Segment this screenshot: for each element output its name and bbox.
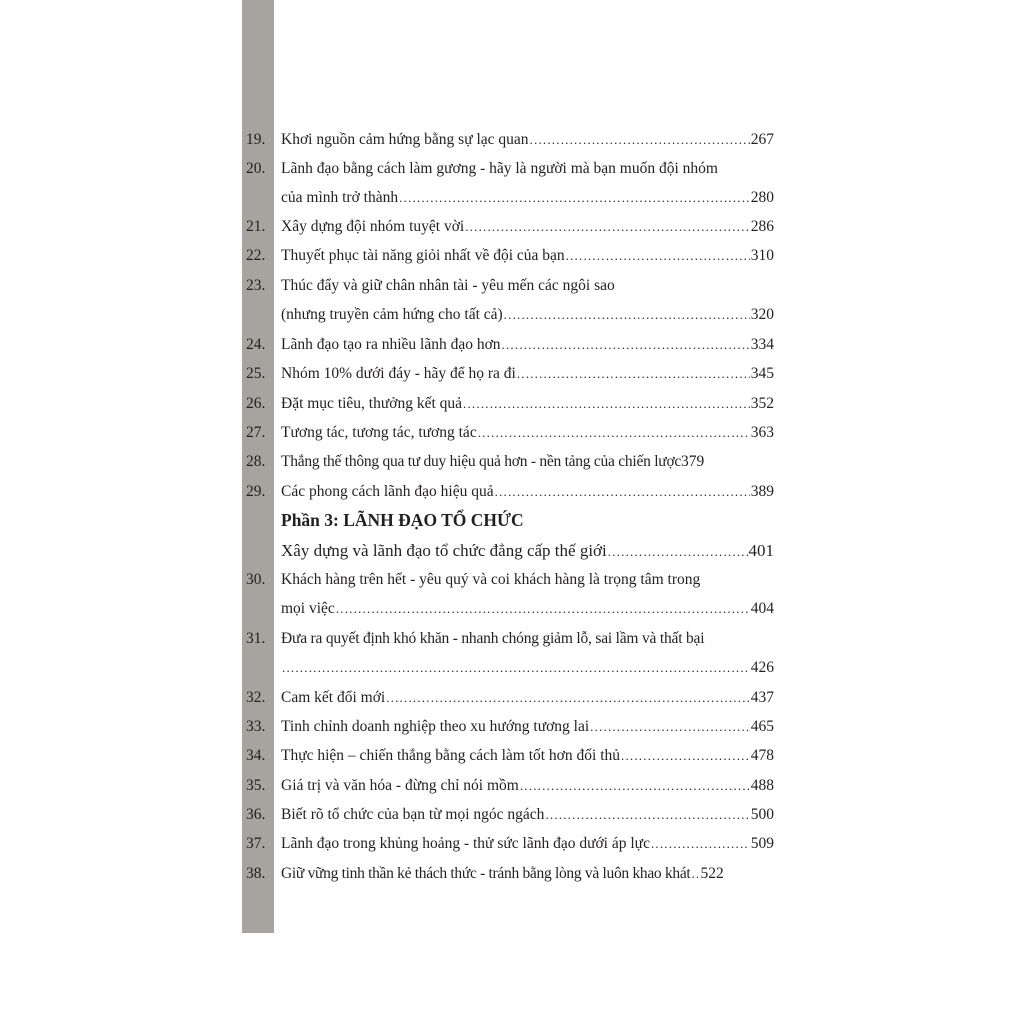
entry-title-continued: mọi việc — [281, 600, 335, 617]
toc-entry-38 — [246, 859, 774, 888]
entry-title: Đưa ra quyết định khó khăn - nhanh chóng giảm lỗ, sai lầm và thất bại — [281, 630, 705, 647]
dot-leader — [545, 800, 749, 829]
dot-leader — [463, 389, 750, 418]
dot-leader — [566, 241, 750, 270]
entry-title: Lãnh đạo bằng cách làm gương - hãy là người mà bạn muốn đội nhóm — [281, 160, 718, 177]
toc-entry-23 — [246, 271, 774, 300]
entry-title: Thực hiện – chiến thắng bằng cách làm tốt hơn đối thủ — [281, 747, 620, 764]
entry-number: 20. — [246, 160, 266, 177]
entry-page: 310 — [750, 247, 774, 264]
toc-entry-35 — [246, 771, 774, 800]
entry-page: 280 — [750, 189, 774, 206]
entry-page: 500 — [750, 806, 774, 823]
entry-page: 389 — [750, 483, 774, 500]
entry-page: 267 — [750, 131, 774, 148]
entry-title-continued: (nhưng truyền cảm hứng cho tất cả) — [281, 306, 503, 323]
toc-entry-26 — [246, 389, 774, 418]
entry-number: 24. — [246, 336, 266, 353]
dot-leader — [520, 771, 750, 800]
toc-entry-24 — [246, 330, 774, 359]
entry-number: 38. — [246, 865, 266, 882]
entry-number: 19. — [246, 131, 266, 148]
entry-title: Khách hàng trên hết - yêu quý và coi khách hàng là trọng tâm trong — [281, 571, 701, 588]
entry-page: 522 — [700, 865, 724, 882]
entry-title: Xây dựng đội nhóm tuyệt vời — [281, 218, 465, 235]
entry-page: 334 — [750, 336, 774, 353]
entry-title: Thuyết phục tài năng giỏi nhất về đội của bạn — [281, 247, 565, 264]
entry-number: 31. — [246, 630, 266, 647]
dot-leader — [504, 300, 750, 329]
entry-page: 426 — [750, 659, 774, 676]
toc-entry-31-continued — [246, 653, 774, 682]
dot-leader — [465, 212, 750, 241]
dot-leader — [651, 829, 750, 858]
entry-page: 401 — [748, 541, 774, 560]
entry-title: Đặt mục tiêu, thưởng kết quả — [281, 395, 463, 412]
entry-page: 345 — [750, 365, 774, 382]
part-subtitle-line — [246, 536, 774, 565]
entry-title: Nhóm 10% dưới đáy - hãy để họ ra đi — [281, 365, 516, 382]
toc-entry-22 — [246, 241, 774, 270]
toc-entry-31 — [246, 624, 774, 653]
entry-number: 37. — [246, 835, 266, 852]
entry-page: 478 — [750, 747, 774, 764]
entry-number: 35. — [246, 777, 266, 794]
entry-title-continued: của mình trở thành — [281, 189, 399, 206]
toc-entry-23-continued — [246, 300, 774, 329]
entry-title: Giữ vững tinh thần kẻ thách thức - tránh bằng lòng và luôn khao khát — [281, 865, 691, 882]
dot-leader — [495, 477, 750, 506]
entry-page: 363 — [750, 424, 774, 441]
entry-title: Biết rõ tổ chức của bạn từ mọi ngóc ngách — [281, 806, 545, 823]
toc-entry-34 — [246, 741, 774, 770]
entry-number: 33. — [246, 718, 266, 735]
entry-page: 320 — [750, 306, 774, 323]
toc-entry-36 — [246, 800, 774, 829]
entry-title: Giá trị và văn hóa - đừng chỉ nói mồm — [281, 777, 519, 794]
entry-number: 29. — [246, 483, 266, 500]
entry-number: 30. — [246, 571, 266, 588]
entry-page: 437 — [750, 689, 774, 706]
dot-leader — [399, 183, 750, 212]
entry-number: 36. — [246, 806, 266, 823]
entry-page: 379 — [681, 453, 705, 470]
toc-entry-19 — [246, 125, 774, 154]
entry-page: 509 — [750, 835, 774, 852]
entry-page: 488 — [750, 777, 774, 794]
toc-entry-20 — [246, 154, 774, 183]
part-subtitle: Xây dựng và lãnh đạo tổ chức đẳng cấp thế giới — [281, 541, 607, 560]
entry-number: 34. — [246, 747, 266, 764]
part-heading — [246, 506, 774, 535]
entry-title: Thắng thế thông qua tư duy hiệu quả hơn - nền tảng của chiến lược — [281, 453, 682, 470]
entry-title: Các phong cách lãnh đạo hiệu quả — [281, 483, 494, 500]
entry-title: Cam kết đổi mới — [281, 689, 386, 706]
entry-page: 404 — [750, 600, 774, 617]
dot-leader — [691, 859, 699, 888]
toc-entry-30-continued — [246, 594, 774, 623]
entry-number: 25. — [246, 365, 266, 382]
dot-leader — [282, 653, 750, 682]
entry-title: Tinh chỉnh doanh nghiệp theo xu hướng tương lai — [281, 718, 590, 735]
entry-number: 28. — [246, 453, 266, 470]
dot-leader — [478, 418, 750, 447]
toc-entry-37 — [246, 829, 774, 858]
toc-entry-32 — [246, 683, 774, 712]
entry-number: 32. — [246, 689, 266, 706]
toc-entry-28 — [246, 447, 774, 476]
dot-leader — [502, 330, 750, 359]
entry-page: 286 — [750, 218, 774, 235]
entry-number: 27. — [246, 424, 266, 441]
entry-title: Thúc đẩy và giữ chân nhân tài - yêu mến các ngôi sao — [281, 277, 615, 294]
entry-title: Lãnh đạo trong khủng hoảng - thử sức lãnh đạo dưới áp lực — [281, 835, 650, 852]
entry-title: Tương tác, tương tác, tương tác — [281, 424, 477, 441]
toc-entry-25 — [246, 359, 774, 388]
entry-page: 352 — [750, 395, 774, 412]
entry-number: 22. — [246, 247, 266, 264]
dot-leader — [621, 741, 750, 770]
dot-leader — [608, 537, 748, 566]
toc-entry-21 — [246, 212, 774, 241]
entry-title: Khơi nguồn cảm hứng bằng sự lạc quan — [281, 131, 529, 148]
entry-number: 23. — [246, 277, 266, 294]
toc-entry-29 — [246, 477, 774, 506]
dot-leader — [517, 359, 750, 388]
toc-entry-33 — [246, 712, 774, 741]
entry-page: 465 — [750, 718, 774, 735]
part-title: Phần 3: LÃNH ĐẠO TỔ CHỨC — [281, 510, 524, 530]
toc-entry-20-continued — [246, 183, 774, 212]
dot-leader — [590, 712, 750, 741]
toc-entry-27 — [246, 418, 774, 447]
entry-number: 21. — [246, 218, 266, 235]
dot-leader — [530, 125, 750, 154]
entry-number: 26. — [246, 395, 266, 412]
dot-leader — [386, 683, 750, 712]
dot-leader — [336, 594, 750, 623]
entry-title: Lãnh đạo tạo ra nhiều lãnh đạo hơn — [281, 336, 501, 353]
toc-entry-30 — [246, 565, 774, 594]
